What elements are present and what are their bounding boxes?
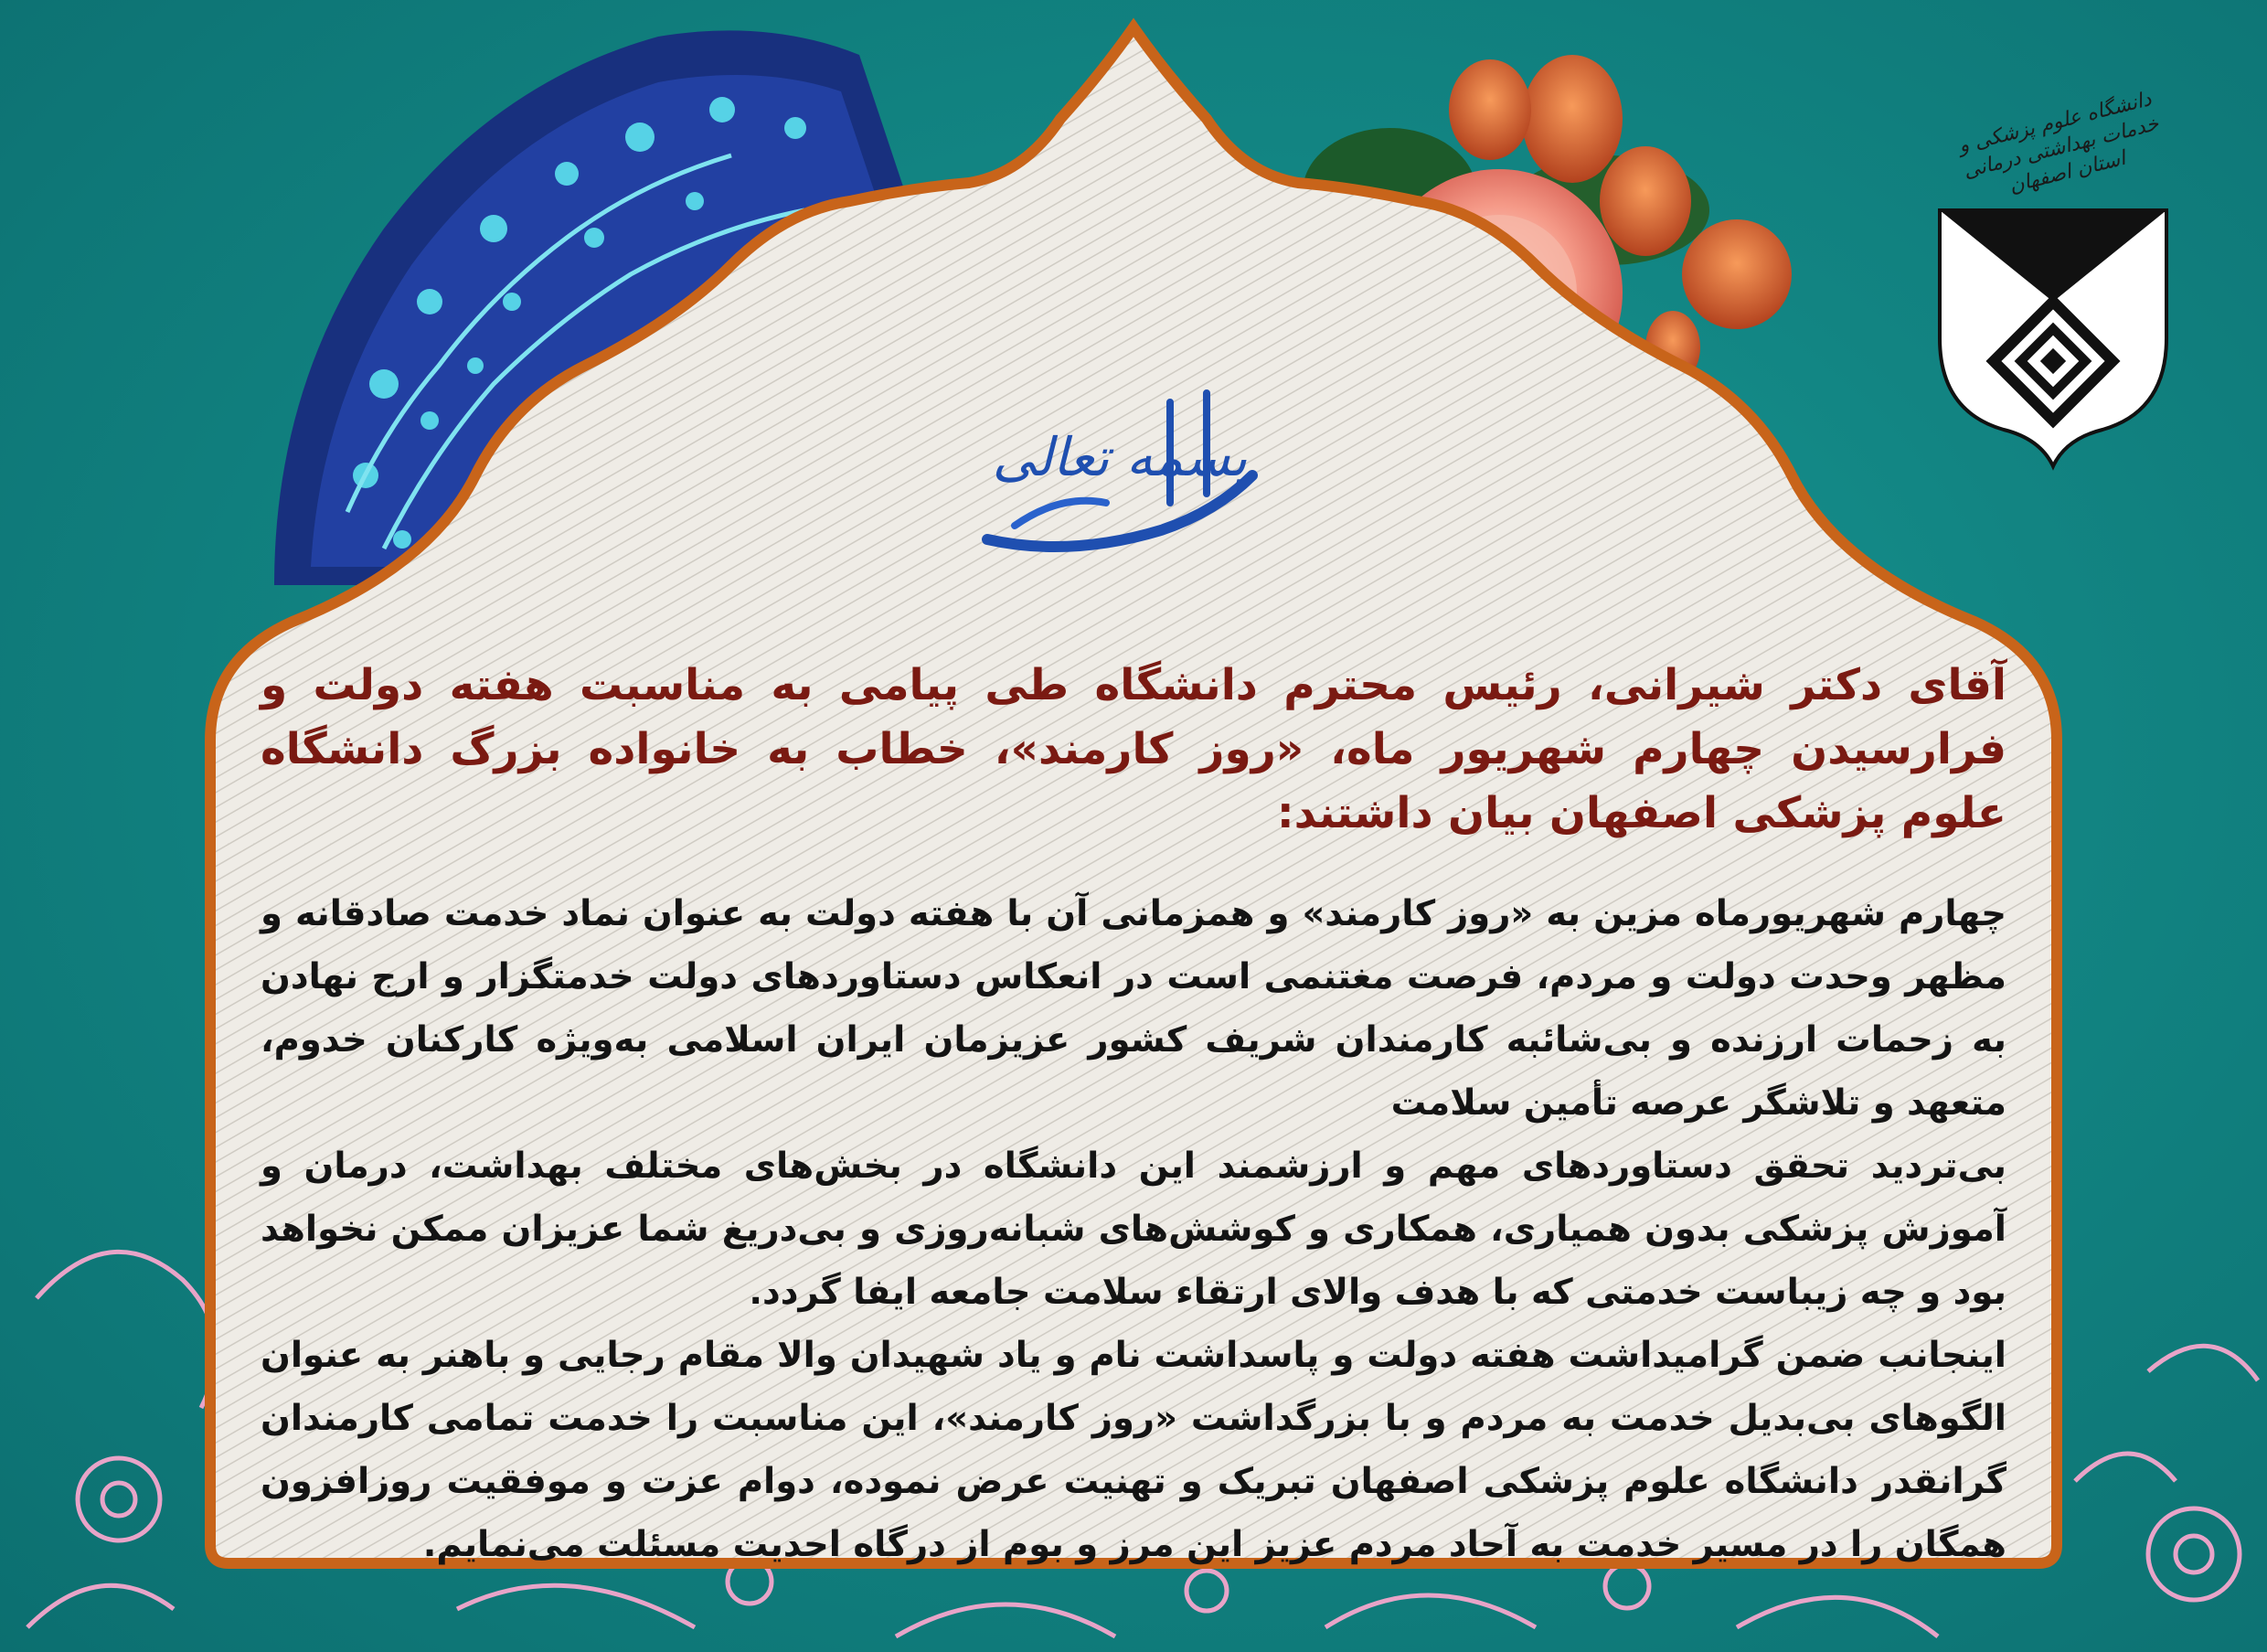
bismillah-calligraphy [960, 366, 1271, 567]
logo-caption: دانشگاه علوم پزشکی و خدمات بهداشتی درمانی استان اصفهان [1956, 88, 2162, 198]
message-paragraph-3: اینجانب ضمن گرامیداشت هفته دولت و پاسداشت نام و یاد شهیدان والا مقام رجایی و باهنر به عنوان الگوهای بی‌بدیل خدمت به مردم و با بزرگداشت «روز کارمند»، این مناسبت را خدمت تمامی کارمندان گرانقدر دانشگاه علوم پزشکی اصفهان تبریک و تهنیت عرض نموده، دوام عزت و موفقیت روزافزون همگان را در مسیر خدمت به آحاد مردم عزیز این مرز و بوم از درگاه احدیت مسئلت می‌نمایم. [261, 1335, 2006, 1565]
message-paragraph-1: چهارم شهریورماه مزین به «روز کارمند» و همزمانی آن با هفته دولت به عنوان نماد خدمت صادقانه و مظهر وحدت دولت و مردم، فرصت مغتنمی است در انعکاس دستاوردهای دولت خدمتگزار و ارج نهادن به زحمات ارزنده و بی‌شائبه کارمندان شریف کشور عزیزمان ایران اسلامی به‌ویژه کارکنان خدوم، متعهد و تلاشگر عرصه تأمین سلامت [261, 893, 2006, 1124]
message-paragraph-2: بی‌تردید تحقق دستاوردهای مهم و ارزشمند این دانشگاه در بخش‌های مختلف بهداشت، درمان و آموزش پزشکی بدون همیاری، همکاری و کوشش‌های شبانه‌روزی و بی‌دریغ شما عزیزان ممکن نخواهد بود و چه زیباست خدمتی که با هدف والای ارتقاء سلامت جامعه ایفا گردد. [261, 1146, 2006, 1313]
message-headline: آقای دکتر شیرانی، رئیس محترم دانشگاه طی پیامی به مناسبت هفته دولت و فرارسیدن چهارم شهریور ماه، «روز کارمند»، خطاب به خانواده بزرگ دانشگاه علوم پزشکی اصفهان بیان داشتند: [261, 660, 2006, 838]
bismillah-text: بسمه تعالی [992, 426, 1248, 488]
university-shield-icon [1940, 210, 2166, 466]
message-content [261, 654, 2006, 1576]
